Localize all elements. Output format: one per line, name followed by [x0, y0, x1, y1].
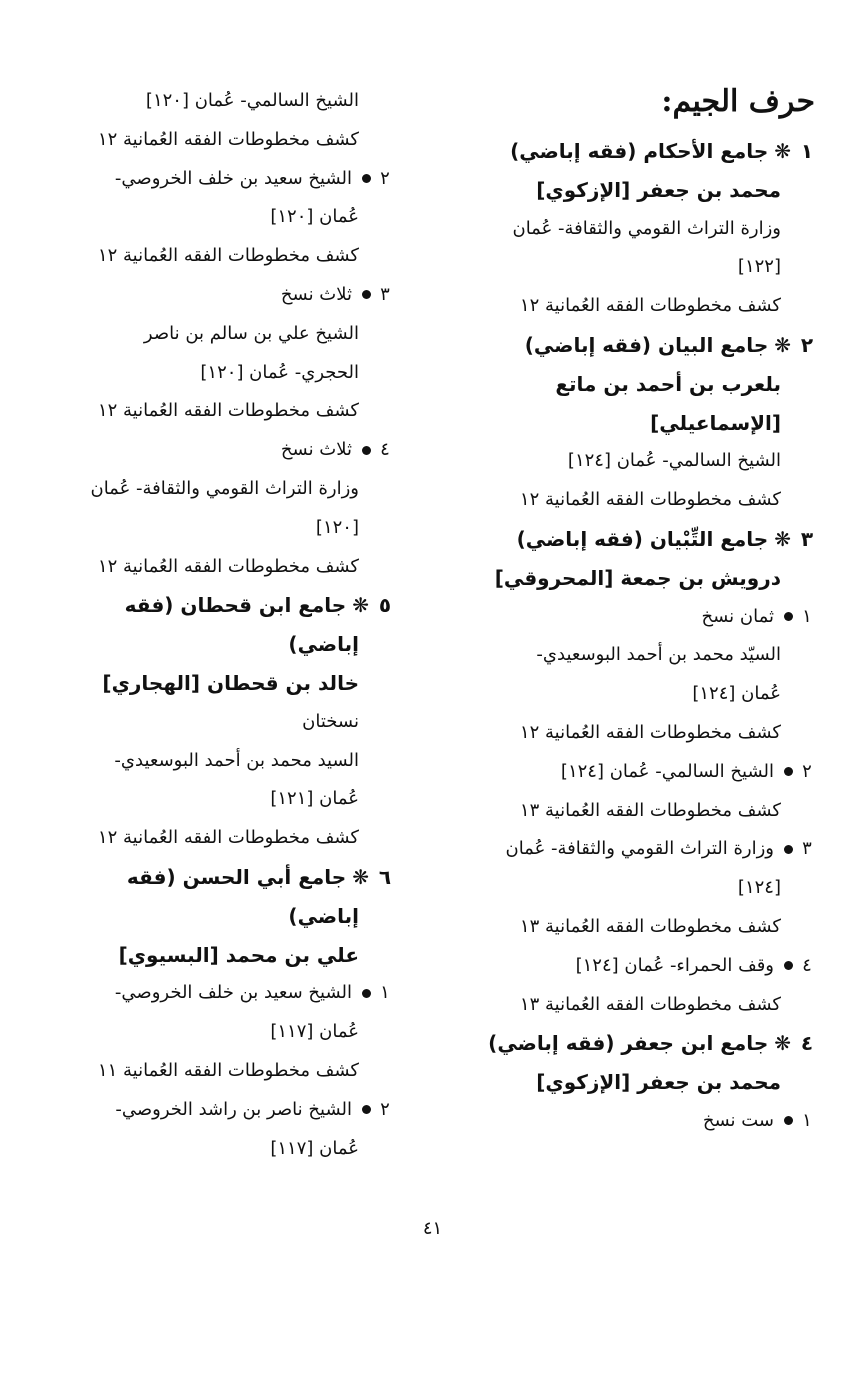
copy-item: [470, 1102, 815, 1141]
right-column: [470, 82, 815, 1141]
copy-item: [63, 160, 393, 199]
bullet-icon: [784, 1116, 793, 1125]
text-line: وزارة التراث القومي والثقافة- عُمان: [90, 477, 359, 499]
author-line: [الإسماعيلي]: [650, 410, 781, 435]
copy-item: [63, 431, 393, 470]
text-line: عُمان [١١٧]: [270, 1137, 359, 1159]
entry-number: ٣: [800, 526, 814, 551]
author-line: إباضي): [288, 903, 359, 928]
entry-title-text: جامع أبي الحسن (فقه: [126, 864, 347, 889]
page-number: ٤١: [422, 1218, 443, 1239]
author-line: درويش بن جمعة [المحروقي]: [494, 565, 781, 590]
text-line: كشف مخطوطات الفقه العُمانية ١٢: [519, 489, 781, 511]
text-line: كشف مخطوطات الفقه العُمانية ١٢: [97, 400, 359, 422]
item-number: ١: [802, 605, 812, 627]
text-line: [١٢٤]: [737, 877, 781, 899]
entry-title-text: جامع ابن قحطان (فقه: [124, 593, 347, 618]
text-line: كشف مخطوطات الفقه العُمانية ١٢: [519, 295, 781, 317]
catalog-entry-title: [470, 326, 815, 365]
entry-title-text: جامع الأحكام (فقه إباضي): [510, 139, 769, 163]
catalog-entry-title: [63, 586, 393, 625]
entry-title-text: جامع ابن جعفر (فقه إباضي): [488, 1031, 769, 1056]
item-text: وقف الحمراء- عُمان [١٢٤]: [575, 954, 774, 976]
text-line: عُمان [١١٧]: [270, 1021, 359, 1043]
bullet-icon: [784, 767, 793, 776]
item-number: ٢: [380, 1098, 390, 1120]
asterism-icon: ❋: [352, 864, 369, 889]
asterism-icon: ❋: [774, 526, 791, 551]
text-line: [١٢٠]: [315, 516, 359, 538]
bullet-icon: [362, 446, 371, 455]
text-line: كشف مخطوطات الفقه العُمانية ١٢: [97, 128, 359, 150]
text-line: كشف مخطوطات الفقه العُمانية ١١: [97, 1059, 359, 1081]
item-text: الشيخ ناصر بن راشد الخروصي-: [115, 1098, 352, 1120]
asterism-icon: ❋: [774, 139, 791, 163]
text-line: كشف مخطوطات الفقه العُمانية ١٣: [519, 993, 781, 1015]
author-line: إباضي): [288, 632, 359, 657]
item-text: ست نسخ: [702, 1109, 774, 1131]
text-line: كشف مخطوطات الفقه العُمانية ١٢: [519, 721, 781, 743]
entry-number: ٦: [378, 864, 392, 889]
text-line: [١٢٢]: [737, 256, 781, 278]
asterism-icon: ❋: [774, 1031, 791, 1056]
entry-title-text: جامع البيان (فقه إباضي): [524, 332, 769, 357]
right-column-lines: [470, 132, 815, 1141]
text-line: الشيخ علي بن سالم بن ناصر: [143, 322, 359, 344]
text-line: وزارة التراث القومي والثقافة- عُمان: [512, 217, 781, 239]
copy-item: [470, 598, 815, 637]
item-text: ثلاث نسخ: [280, 439, 352, 461]
entry-number: ٤: [800, 1031, 814, 1056]
bullet-icon: [784, 845, 793, 854]
text-line: كشف مخطوطات الفقه العُمانية ١٢: [97, 827, 359, 849]
item-number: ٣: [802, 838, 812, 860]
text-line: كشف مخطوطات الفقه العُمانية ١٢: [97, 555, 359, 577]
copy-item: [63, 276, 393, 315]
copy-item: [63, 974, 393, 1013]
catalog-entry-title: [63, 858, 393, 897]
catalog-entry-title: [470, 1024, 815, 1063]
item-number: ٢: [380, 167, 390, 189]
copy-item: [63, 1091, 393, 1130]
item-number: ٣: [380, 283, 390, 305]
bullet-icon: [362, 989, 371, 998]
bullet-icon: [784, 612, 793, 621]
text-line: السيد محمد بن أحمد البوسعيدي-: [114, 749, 359, 771]
text-line: الشيخ السالمي- عُمان [١٢٠]: [145, 90, 359, 111]
item-text: الشيخ سعيد بن خلف الخروصي-: [114, 982, 352, 1004]
text-line: السيّد محمد بن أحمد البوسعيدي-: [536, 644, 781, 666]
author-line: بلعرب بن أحمد بن ماتع: [555, 371, 781, 396]
copy-item: [470, 947, 815, 986]
bullet-icon: [362, 290, 371, 299]
entry-title-text: جامع التِّبْيان (فقه إباضي): [516, 526, 769, 551]
text-line: كشف مخطوطات الفقه العُمانية ١٣: [519, 915, 781, 937]
catalog-entry-title: [470, 132, 815, 171]
entry-number: ٢: [800, 332, 814, 357]
asterism-icon: ❋: [352, 593, 369, 618]
asterism-icon: ❋: [774, 332, 791, 357]
text-line: عُمان [١٢٠]: [270, 206, 359, 228]
item-number: ٢: [802, 760, 812, 782]
copy-item: [470, 753, 815, 792]
item-text: الشيخ سعيد بن خلف الخروصي-: [114, 167, 352, 189]
item-number: ٤: [380, 439, 390, 461]
section-heading: حرف الجيم:: [661, 84, 815, 119]
text-line: عُمان [١٢٤]: [692, 683, 781, 705]
item-text: وزارة التراث القومي والثقافة- عُمان: [505, 838, 774, 860]
text-line: عُمان [١٢١]: [270, 788, 359, 810]
author-line: محمد بن جعفر [الإزكوي]: [536, 1070, 781, 1095]
item-text: ثلاث نسخ: [280, 283, 352, 305]
copy-item: [470, 830, 815, 869]
text-line: كشف مخطوطات الفقه العُمانية ١٣: [519, 799, 781, 821]
catalog-entry-title: [470, 520, 815, 559]
author-line: محمد بن جعفر [الإزكوي]: [536, 177, 781, 202]
item-number: ٤: [802, 954, 812, 976]
bullet-icon: [362, 174, 371, 183]
entry-number: ٥: [378, 593, 392, 618]
item-text: ثمان نسخ: [701, 605, 774, 627]
bullet-icon: [362, 1105, 371, 1114]
text-line: كشف مخطوطات الفقه العُمانية ١٢: [97, 245, 359, 267]
text-line: نسختان: [302, 710, 359, 732]
item-text: الشيخ السالمي- عُمان [١٢٤]: [560, 760, 774, 782]
entry-number: ١: [800, 139, 814, 163]
item-number: ١: [802, 1109, 812, 1131]
item-number: ١: [380, 982, 390, 1004]
text-line: الشيخ السالمي- عُمان [١٢٤]: [567, 450, 781, 472]
left-column: [63, 82, 393, 1168]
text-line: الحجري- عُمان [١٢٠]: [200, 361, 359, 383]
author-line: خالد بن قحطان [الهجاري]: [102, 670, 359, 695]
bullet-icon: [784, 961, 793, 970]
author-line: علي بن محمد [البسيوي]: [118, 942, 359, 967]
left-column-lines: [63, 82, 393, 1168]
